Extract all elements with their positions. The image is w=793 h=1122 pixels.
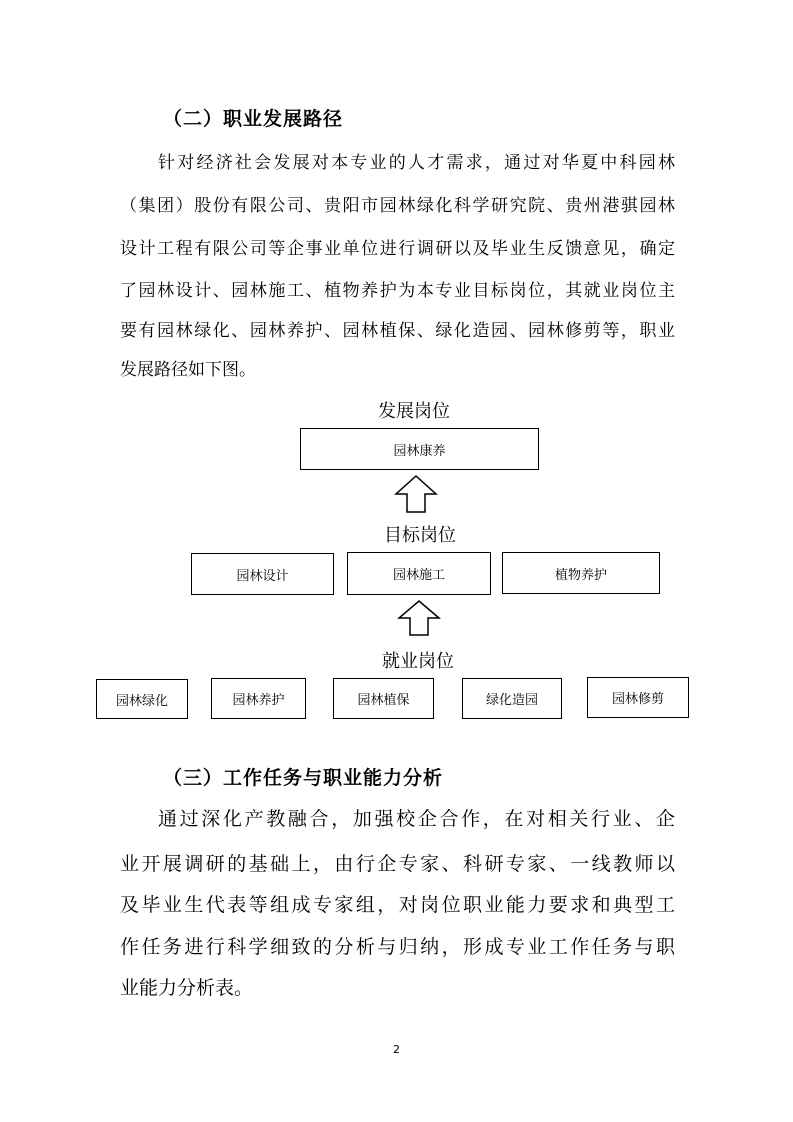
paragraph-line: 设计工程有限公司等企事业单位进行调研以及毕业生反馈意见，确定 bbox=[120, 239, 675, 259]
paragraph-line: （集团）股份有限公司、贵阳市园林绿化科学研究院、贵州港骐园林 bbox=[120, 196, 675, 216]
paragraph-line: 要有园林绿化、园林养护、园林植保、绿化造园、园林修剪等，职业 bbox=[120, 321, 675, 341]
paragraph-line: 及毕业生代表等组成专家组，对岗位职业能力要求和典型工 bbox=[120, 894, 675, 916]
up-arrow-icon bbox=[397, 599, 441, 637]
entry-position-box: 园林修剪 bbox=[587, 677, 689, 718]
entry-position-box: 绿化造园 bbox=[462, 678, 562, 719]
paragraph-line: 通过深化产教融合，加强校企合作，在对相关行业、企 bbox=[158, 808, 675, 830]
target-positions-label: 目标岗位 bbox=[384, 525, 456, 546]
paragraph-line: 业开展调研的基础上，由行企专家、科研专家、一线教师以 bbox=[120, 853, 675, 875]
paragraph-line: 发展路径如下图。 bbox=[120, 360, 256, 380]
development-position-box: 园林康养 bbox=[300, 428, 539, 470]
paragraph-line: 业能力分析表。 bbox=[120, 977, 254, 999]
section-heading-career-path: （二）职业发展路径 bbox=[163, 108, 344, 130]
up-arrow-icon bbox=[394, 474, 438, 514]
entry-position-box: 园林植保 bbox=[333, 678, 434, 719]
development-positions-label: 发展岗位 bbox=[378, 401, 450, 422]
target-position-box: 植物养护 bbox=[502, 552, 660, 594]
section-heading-task-analysis: （三）工作任务与职业能力分析 bbox=[163, 767, 444, 789]
entry-positions-label: 就业岗位 bbox=[382, 651, 454, 672]
paragraph-line: 作任务进行科学细致的分析与归纳，形成专业工作任务与职 bbox=[120, 936, 675, 958]
target-position-box: 园林施工 bbox=[347, 552, 491, 595]
entry-position-box: 园林养护 bbox=[211, 678, 306, 719]
paragraph-line: 了园林设计、园林施工、植物养护为本专业目标岗位，其就业岗位主 bbox=[120, 281, 675, 301]
page-number: 2 bbox=[393, 1043, 400, 1056]
entry-position-box: 园林绿化 bbox=[96, 679, 188, 719]
target-position-box: 园林设计 bbox=[191, 553, 334, 595]
paragraph-line: 针对经济社会发展对本专业的人才需求，通过对华夏中科园林 bbox=[158, 153, 675, 173]
